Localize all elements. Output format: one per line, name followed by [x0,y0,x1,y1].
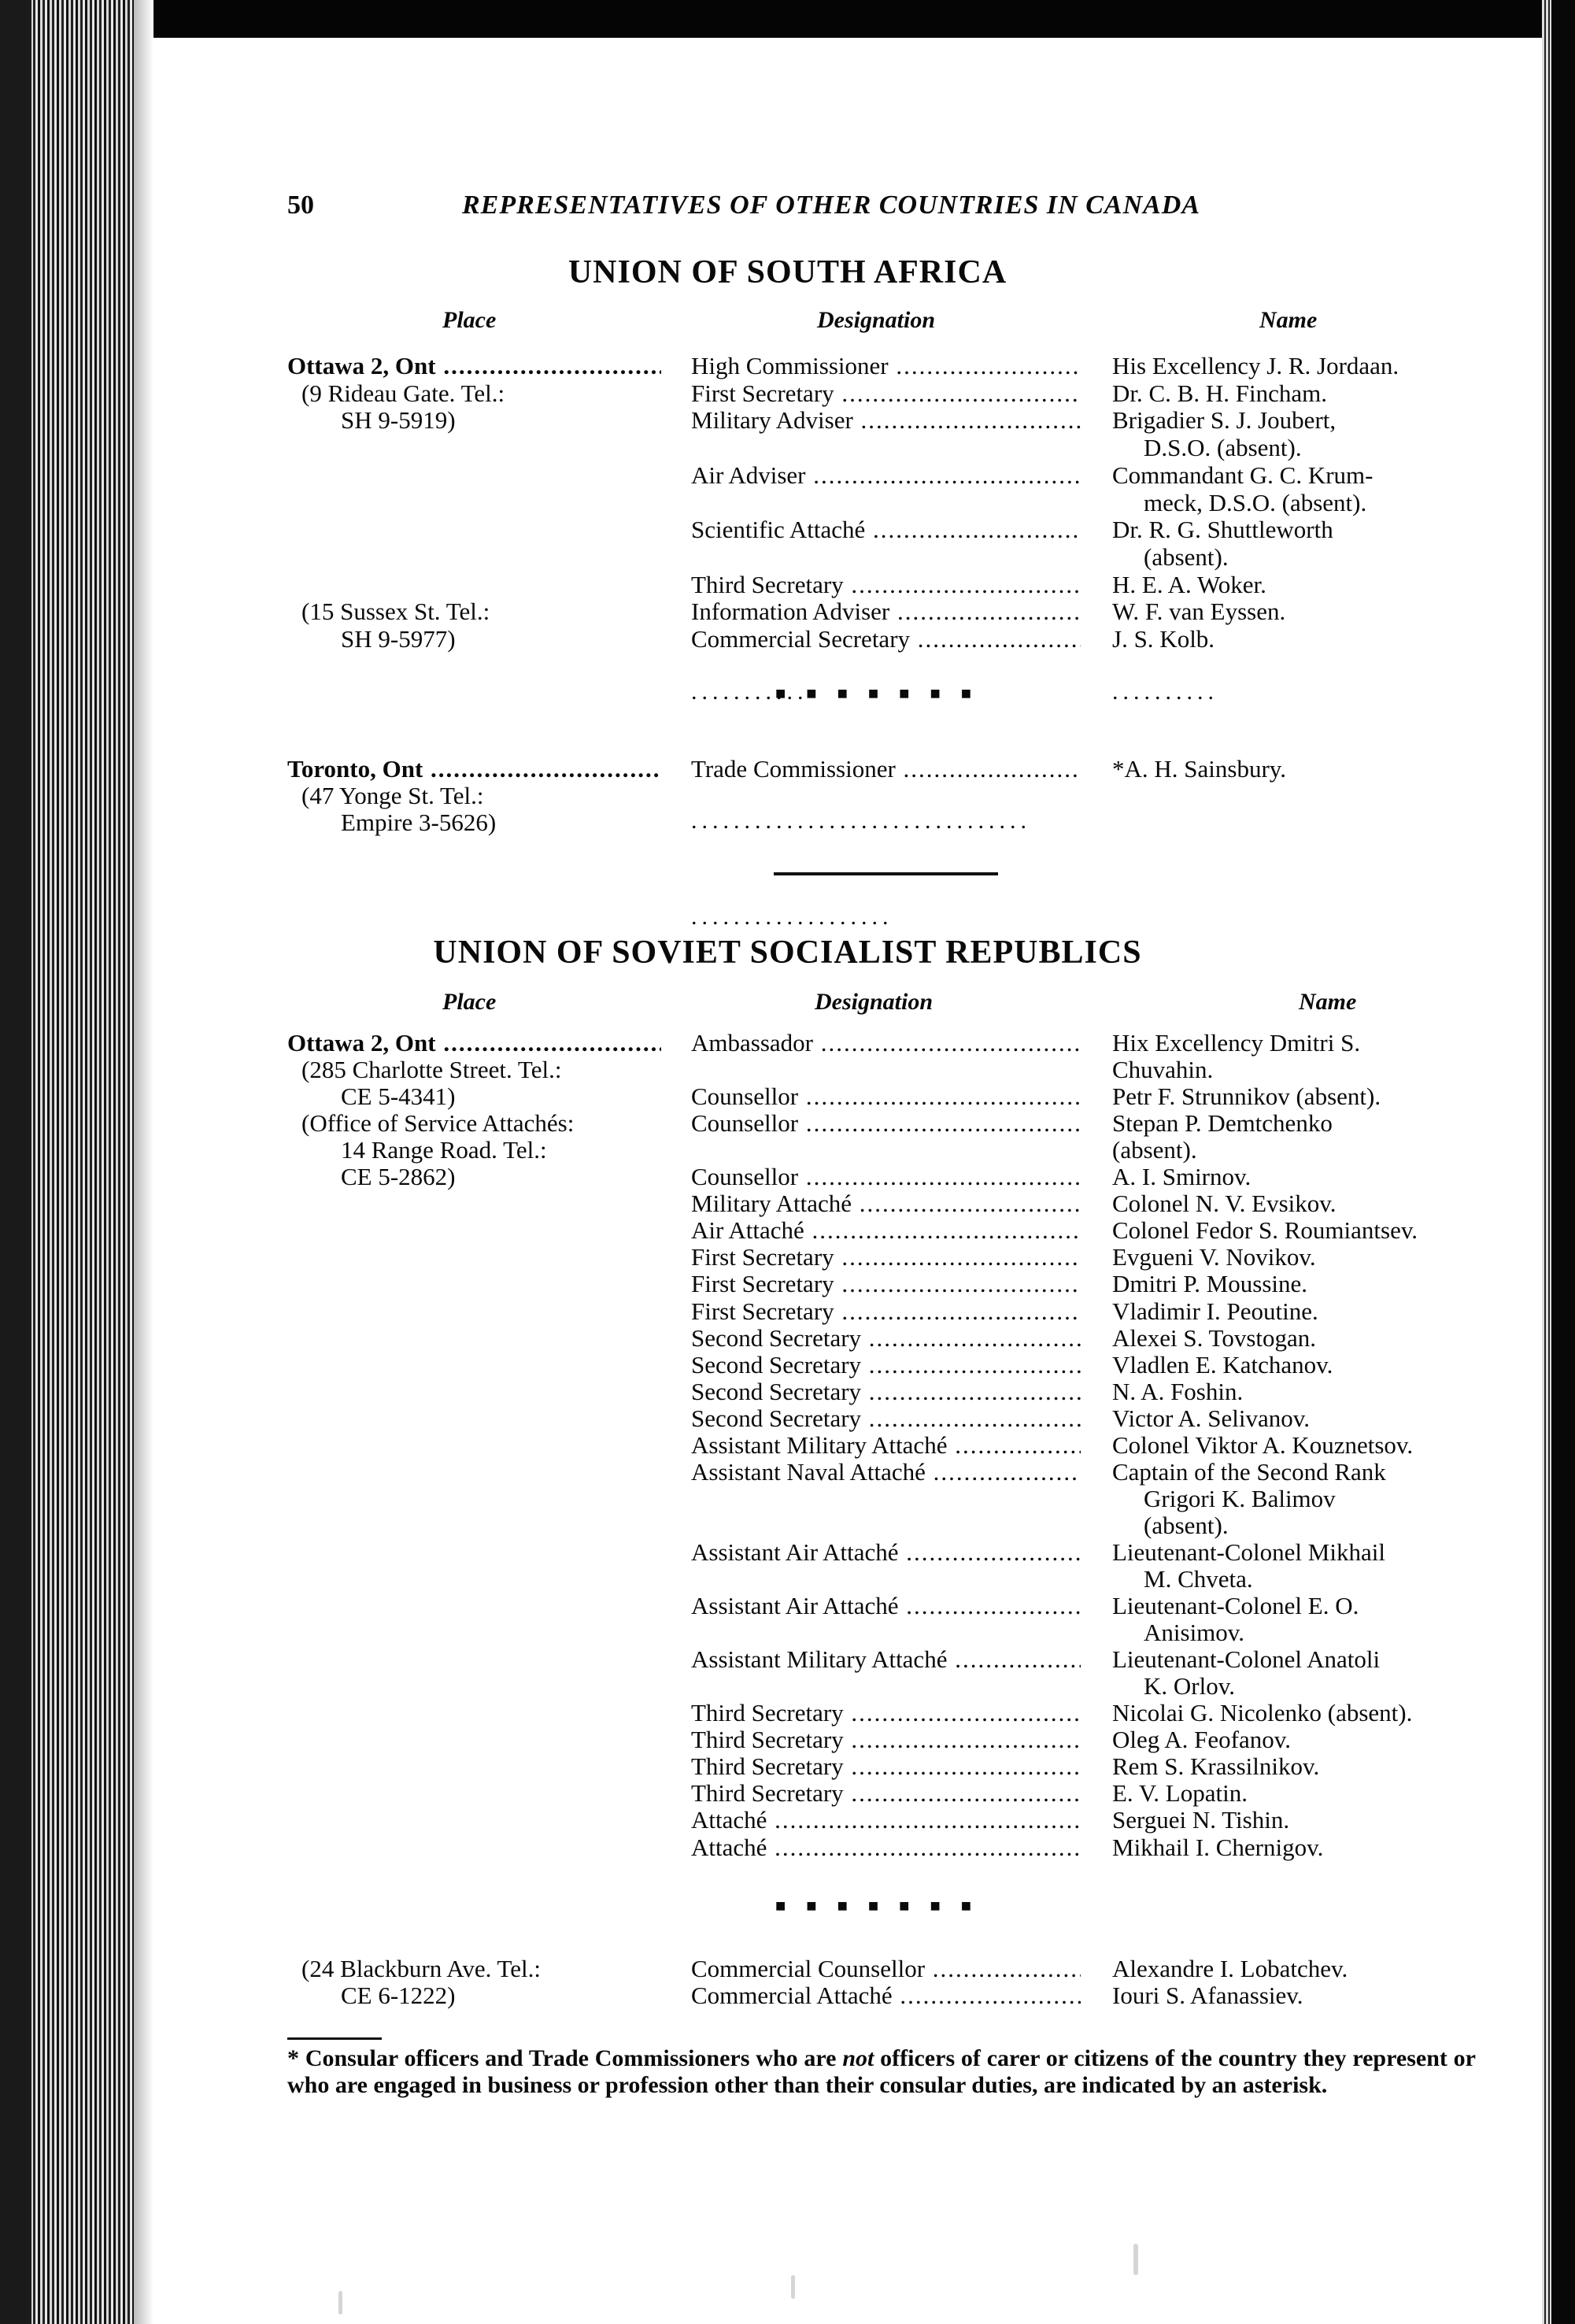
designation-cell: Commercial Counsellor ..... [691,1956,1081,1982]
name-cell: Colonel Viktor A. Kouznetsov. [1112,1430,1414,1459]
designation-cell: Commercial Secretary ..... [691,626,1081,653]
table-row [0,462,1575,489]
name-cell: D.S.O. (absent). [1144,434,1302,462]
table-row [0,1700,1575,1726]
designation-cell: First Secretary ..... [691,1298,1081,1325]
name-cell: Lieutenant-Colonel Mikhail [1112,1538,1385,1566]
name-cell: J. S. Kolb. [1112,625,1215,653]
name-cell: E. V. Lopatin. [1112,1779,1248,1808]
designation-cell: Assistant Military Attaché ..... [691,1432,1081,1459]
table-row [0,1619,1575,1646]
table-row [0,626,1575,653]
name-cell: Chuvahin. [1112,1056,1214,1084]
place-cell: CE 6-1222) [341,1982,456,2009]
designation-cell: First Secretary ..... [691,380,1081,407]
table-row [0,353,1575,379]
column-header-place: Place [442,989,497,1015]
name-cell: M. Chveta. [1144,1565,1253,1593]
scan-top-border [0,0,1575,38]
designation-cell: Counsellor ..... [691,1083,1081,1110]
name-cell: Mikhail I. Chernigov. [1112,1833,1324,1861]
column-header-name: Name [1299,989,1357,1015]
designation-cell: First Secretary ..... [691,1244,1081,1271]
footnote-emphasis: not [842,2045,874,2071]
name-cell: H. E. A. Woker. [1112,570,1266,598]
table-row [0,1030,1575,1057]
name-cell: Hix Excellency Dmitri S. [1112,1029,1361,1057]
name-cell: Dmitri P. Moussine. [1112,1270,1308,1298]
table-row [0,1982,1575,2009]
name-cell: Iouri S. Afanassiev. [1112,1982,1303,2009]
table-row [0,1217,1575,1244]
table-row [0,1083,1575,1110]
table-row [0,756,1575,783]
table-row [0,1566,1575,1593]
name-cell: Victor A. Selivanov. [1112,1404,1310,1432]
designation-cell: Information Adviser ..... [691,598,1081,625]
table-row [0,1834,1575,1861]
column-header-designation: Designation [817,307,936,333]
table-row [0,1325,1575,1352]
designation-cell: Attaché ..... [691,1807,1081,1834]
footnote-text-after: officers of carer or citizens of the country they represent or who are engaged in business or profession other than their consular duties, are indicated by an asterisk. [287,2045,1476,2098]
designation-cell: Second Secretary ..... [691,1352,1081,1378]
name-cell: Dr. R. G. Shuttleworth [1112,516,1333,544]
designation-cell: Air Adviser ..... [691,462,1081,489]
designation-cell: Trade Commissioner ..... [691,756,1081,783]
place-cell: (15 Sussex St. Tel.: [301,598,490,626]
name-cell: Evgueni V. Novikov. [1112,1243,1316,1271]
name-cell: W. F. van Eyssen. [1112,598,1286,626]
place-cell: 14 Range Road. Tel.: [341,1137,547,1164]
name-cell: N. A. Foshin. [1112,1377,1244,1405]
designation-cell: Air Attaché ..... [691,1217,1081,1244]
place-cell: CE 5-4341) [341,1083,456,1111]
name-cell: Captain of the Second Rank [1112,1457,1386,1486]
name-cell: Lieutenant-Colonel E. O. [1112,1592,1359,1620]
table-row [0,1956,1575,1982]
table-row [0,572,1575,598]
table-row [0,1753,1575,1780]
faint-leader-dots: ................... [691,904,893,930]
place-cell: SH 9-5977) [341,626,456,653]
name-cell: (absent). [1144,1511,1229,1539]
table-row [0,1459,1575,1486]
place-cell: CE 5-2862) [341,1164,456,1191]
name-cell: Colonel Fedor S. Roumiantsev. [1112,1216,1418,1245]
name-cell: Serguei N. Tishin. [1112,1806,1290,1834]
designation-cell: Second Secretary ..... [691,1405,1081,1432]
table-row [0,1057,1575,1083]
name-cell: Vladlen E. Katchanov. [1112,1350,1333,1378]
footnote [287,2045,1476,2099]
table-row [0,1539,1575,1566]
designation-cell: High Commissioner ..... [691,353,1081,379]
designation-cell: Third Secretary ..... [691,572,1081,598]
name-cell: His Excellency J. R. Jordaan. [1112,352,1399,379]
name-cell: Oleg A. Feofanov. [1112,1726,1292,1754]
table-row [0,1726,1575,1753]
scan-smudge [1133,2244,1138,2275]
running-title: REPRESENTATIVES OF OTHER COUNTRIES IN CANADA [462,191,1201,220]
table-row [0,380,1575,407]
designation-cell: Third Secretary ..... [691,1726,1081,1753]
designation-cell: Third Secretary ..... [691,1700,1081,1726]
name-cell: Lieutenant-Colonel Anatoli [1112,1645,1381,1674]
table-row [0,490,1575,516]
table-row [0,407,1575,434]
table-row [0,544,1575,571]
name-cell: Alexei S. Tovstogan. [1112,1323,1317,1352]
name-cell: Petr F. Strunnikov (absent). [1112,1082,1381,1111]
name-cell: A. I. Smirnov. [1112,1163,1251,1191]
scan-smudge [338,2291,342,2315]
table-row [0,1807,1575,1834]
designation-cell: Assistant Military Attaché ..... [691,1646,1081,1673]
designation-cell: Scientific Attaché ..... [691,516,1081,543]
name-cell: meck, D.S.O. (absent). [1144,488,1367,516]
place-cell: Ottawa 2, Ont ..... [287,1030,661,1057]
separator-squares: ■■■■■■■ [775,683,993,703]
name-cell: Colonel N. V. Evsikov. [1112,1190,1337,1218]
designation-cell: Counsellor ..... [691,1164,1081,1190]
designation-cell: Third Secretary ..... [691,1753,1081,1780]
table-row [0,1780,1575,1807]
name-cell: Brigadier S. J. Joubert, [1112,406,1337,435]
name-cell: Vladimir I. Peoutine. [1112,1297,1318,1325]
table-row [0,1432,1575,1459]
footnote-rule [287,2037,382,2040]
name-cell: Stepan P. Demtchenko [1112,1109,1333,1138]
section-title-south-africa: UNION OF SOUTH AFRICA [568,254,1007,290]
separator-dots-right: .......... [1112,679,1218,705]
separator-squares: ■■■■■■■ [775,1896,993,1915]
table-row [0,1137,1575,1164]
table-row [0,516,1575,543]
designation-cell: Second Secretary ..... [691,1325,1081,1352]
table-row [0,435,1575,461]
designation-cell: First Secretary ..... [691,1271,1081,1297]
scan-smudge [791,2275,795,2299]
column-header-place: Place [442,307,497,333]
table-row [0,1110,1575,1137]
place-cell: SH 9-5919) [341,407,456,435]
name-cell: (absent). [1112,1136,1197,1164]
section-divider [774,872,998,875]
table-row [0,1486,1575,1512]
designation-cell: Counsellor ..... [691,1110,1081,1137]
table-row [0,1405,1575,1432]
designation-cell: Third Secretary ..... [691,1780,1081,1807]
designation-cell: Military Adviser ..... [691,407,1081,434]
table-row [0,1190,1575,1217]
place-cell: (47 Yonge St. Tel.: [301,783,484,809]
place-cell: (285 Charlotte Street. Tel.: [301,1057,562,1084]
name-cell: Anisimov. [1144,1619,1245,1647]
separator-dots: ........... [691,679,808,705]
table-row [0,1593,1575,1619]
name-cell: Grigori K. Balimov [1144,1484,1336,1512]
designation-cell: Assistant Air Attaché ..... [691,1593,1081,1619]
designation-cell: Assistant Air Attaché ..... [691,1539,1081,1566]
table-row [0,1298,1575,1325]
table-row [0,1352,1575,1378]
empty-designation-leader: ................................ [691,808,1031,834]
table-row [0,598,1575,625]
table-row [0,1646,1575,1673]
name-cell: (absent). [1144,542,1229,571]
table-row [0,1378,1575,1405]
place-cell: Empire 3-5626) [341,809,497,836]
table-row [0,1164,1575,1190]
footnote-text-before: * Consular officers and Trade Commissioners who are [287,2045,843,2071]
table-row [0,1673,1575,1700]
section-title-ussr: UNION OF SOVIET SOCIALIST REPUBLICS [433,934,1142,971]
running-header [287,191,1311,230]
name-cell: K. Orlov. [1144,1672,1235,1700]
name-cell: Dr. C. B. H. Fincham. [1112,379,1327,407]
column-header-name: Name [1259,307,1318,333]
column-header-designation: Designation [815,989,934,1015]
table-row [0,1244,1575,1271]
table-row [0,783,1575,809]
name-cell: *A. H. Sainsbury. [1112,755,1287,783]
designation-cell: Commercial Attaché ..... [691,1982,1081,2009]
designation-cell: Military Attaché ..... [691,1190,1081,1217]
name-cell: Rem S. Krassilnikov. [1112,1752,1320,1781]
place-cell: Ottawa 2, Ont ..... [287,353,661,379]
designation-cell: Attaché ..... [691,1834,1081,1861]
designation-cell: Second Secretary ..... [691,1378,1081,1405]
place-cell: (24 Blackburn Ave. Tel.: [301,1956,542,1982]
table-row [0,1512,1575,1539]
table-row [0,1271,1575,1297]
designation-cell: Assistant Naval Attaché ..... [691,1459,1081,1486]
place-cell: (9 Rideau Gate. Tel.: [301,379,505,407]
place-cell: Toronto, Ont ..... [287,756,661,783]
page-number: 50 [287,191,314,220]
place-cell: (Office of Service Attachés: [301,1110,575,1138]
designation-cell: Ambassador ..... [691,1030,1081,1057]
name-cell: Commandant G. C. Krum- [1112,461,1374,489]
name-cell: Nicolai G. Nicolenko (absent). [1112,1699,1413,1727]
name-cell: Alexandre I. Lobatchev. [1112,1955,1348,1982]
